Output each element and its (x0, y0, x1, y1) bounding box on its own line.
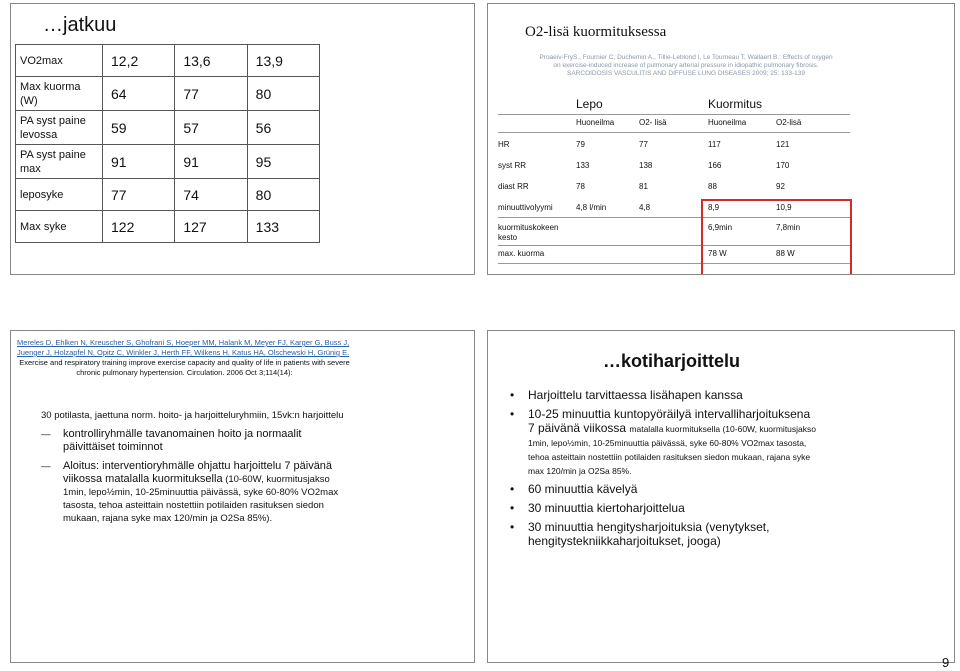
row-label: Max syke (16, 211, 103, 243)
results-table (15, 44, 320, 243)
sub-header: Huoneilma (708, 118, 747, 127)
row-label: PA syst paine levossa (16, 111, 103, 145)
cell-value: 59 (103, 111, 175, 145)
row-label: diast RR (498, 182, 529, 191)
list-item (41, 428, 346, 454)
reference-title: Exercise and respiratory training improve exercise capacity and quality of life in patients with severe chronic pulmonary hypertension. Circulation. 2006 Oct 3;114(14): (19, 358, 350, 377)
cell-value: 77 (175, 77, 247, 111)
item-text: kontrolliryhmälle tavanomainen hoito ja normaalit päivittäiset toiminnot (63, 428, 302, 453)
slide-jatkuu (10, 3, 475, 275)
item-text: 10-25 minuuttia kuntopyöräilyä intervalliharjoituksena 7 päivänä viikossa (528, 407, 811, 435)
cell-value: 56 (247, 111, 319, 145)
list-item (510, 407, 820, 477)
slide-title: …kotiharjoittelu (603, 351, 741, 371)
cell-value: 127 (175, 211, 247, 243)
cell-value: 170 (776, 161, 790, 170)
cell-value: 77 (639, 140, 648, 149)
slide-title: …jatkuu (43, 14, 117, 36)
row-label: leposyke (16, 179, 103, 211)
row-label: kuormituskokeen kesto (498, 223, 559, 242)
table-row (16, 77, 320, 111)
list-item (41, 460, 346, 525)
group-header-kuormitus: Kuormitus (708, 97, 763, 111)
row-label: minuuttivolyymi (498, 203, 553, 212)
cell-value: 7,8min (776, 223, 801, 232)
cell-value: 4,8 l/min (576, 203, 607, 212)
cell-value: 91 (103, 145, 175, 179)
cell-value: 8,9 (708, 203, 720, 212)
bullet-icon: • (510, 482, 515, 496)
item-text: Aloitus: interventioryhmälle ohjattu harjoittelu 7 päivänä viikossa matalalla kuormituksella (63, 460, 333, 485)
cell-value: 10,9 (776, 203, 792, 212)
cell-value: 80 (247, 77, 319, 111)
bullet-icon: • (510, 407, 515, 421)
cell-value: 138 (639, 161, 653, 170)
slide-kotiharjoittelu (487, 330, 955, 663)
list-item (510, 501, 820, 515)
list-item (510, 520, 820, 548)
cell-value: 78 (576, 182, 585, 191)
bullet-icon: • (510, 388, 515, 402)
slide-study (10, 330, 475, 663)
bullet-icon: • (510, 501, 515, 515)
cell-value: 13,6 (175, 45, 247, 77)
row-label: VO2max (16, 45, 103, 77)
sub-header: O2- lisä (639, 118, 667, 127)
row-label: syst RR (498, 161, 526, 170)
cell-value: 92 (776, 182, 785, 191)
cell-value: 77 (103, 179, 175, 211)
group-header-lepo: Lepo (576, 97, 603, 111)
cell-value: 133 (247, 211, 319, 243)
divider (498, 114, 850, 115)
row-label: PA syst paine max (16, 145, 103, 179)
cell-value: 91 (175, 145, 247, 179)
reference (17, 338, 352, 378)
list-item (510, 482, 820, 496)
row-label: Max kuorma (W) (16, 77, 103, 111)
cell-value: 81 (639, 182, 648, 191)
item-text: 30 minuuttia hengitysharjoituksia (venytykset, hengitystekniikkaharjoitukset, jooga) (528, 520, 770, 548)
cell-value: 13,9 (247, 45, 319, 77)
cell-value: 78 W (708, 249, 727, 258)
cell-value: 121 (776, 140, 790, 149)
table-row (16, 179, 320, 211)
table-row (16, 145, 320, 179)
item-detail: (10-60W, kuormitusjakso 1min, lepo½min, 10-25minuuttia päivässä, syke 60-80% VO2max tasosta, tehoa asteittain nostettiin potilaiden rasituksen siedon mukaan, rajana syke max 120/min ja O2Sa 85%). (63, 474, 339, 524)
cell-value: 12,2 (103, 45, 175, 77)
bullet-icon: • (510, 520, 515, 534)
study-intro: 30 potilasta, jaettuna norm. hoito- ja harjoitteluryhmiin, 15vk:n harjoittelu (41, 410, 344, 421)
divider (498, 132, 850, 133)
cell-value: 57 (175, 111, 247, 145)
row-label: HR (498, 140, 510, 149)
item-detail: matalalla kuormituksella (10-60W, kuormitusjakso 1min, lepo½min, 10-25minuuttia päivässä, syke 60-80% VO2max tasosta, tehoa asteittain nostettiin potilaiden rasituksen siedon mukaan, rajana syke max 120/min ja O2Sa 85%. (528, 424, 817, 476)
cell-value: 117 (708, 140, 721, 149)
reference-text: Proaeiv-FryS., Fournier C, Duchemin A., Tillie-Leblond I, Le Tourneau T, Wallaert B.: Effects of oxygen on exercise-induced increase of pulmonary arterial pressure in idiopathic pulmonary fibrosis. SARCOIDOSIS VASCULITIS AND DIFFUSE LUNG DISEASES 2009; 25: 133-139 (539, 54, 833, 77)
cell-value: 166 (708, 161, 722, 170)
item-text: 60 minuuttia kävelyä (528, 482, 638, 496)
cell-value: 64 (103, 77, 175, 111)
table-row (16, 211, 320, 243)
list-item (510, 388, 820, 402)
item-text: 30 minuuttia kiertoharjoittelua (528, 501, 685, 515)
page-number: 9 (942, 655, 950, 670)
sub-header: O2-lisä (776, 118, 802, 127)
cell-value: 88 W (776, 249, 795, 258)
cell-value: 80 (247, 179, 319, 211)
table-row (16, 45, 320, 77)
cell-value: 133 (576, 161, 590, 170)
slide-title: O2-lisä kuormituksessa (525, 24, 667, 40)
highlight-box (701, 199, 852, 275)
slide-o2-lisa (487, 3, 955, 275)
cell-value: 6,9min (708, 223, 733, 232)
cell-value: 79 (576, 140, 585, 149)
row-label: max. kuorma (498, 249, 545, 258)
cell-value: 74 (175, 179, 247, 211)
cell-value: 4,8 (639, 203, 651, 212)
cell-value: 122 (103, 211, 175, 243)
sub-header: Huoneilma (576, 118, 615, 127)
study-body (41, 409, 346, 525)
dash-icon: — (41, 429, 51, 440)
dash-icon: — (41, 461, 51, 472)
oxygen-table (498, 96, 850, 268)
table-row (16, 111, 320, 145)
item-text: Harjoittelu tarvittaessa lisähapen kanssa (528, 388, 743, 402)
cell-value: 95 (247, 145, 319, 179)
cell-value: 88 (708, 182, 717, 191)
reference-authors[interactable]: Mereles D, Ehlken N, Kreuscher S, Ghofrani S, Hoeper MM, Halank M, Meyer FJ, Karger G, Buss J, Juenger J, Holzapfel N, Opitz C, Winkler J, Herth FF, Wilkens H, Katus HA, Olschewski H, Grünig E. (17, 338, 350, 357)
bullet-list (510, 388, 820, 553)
